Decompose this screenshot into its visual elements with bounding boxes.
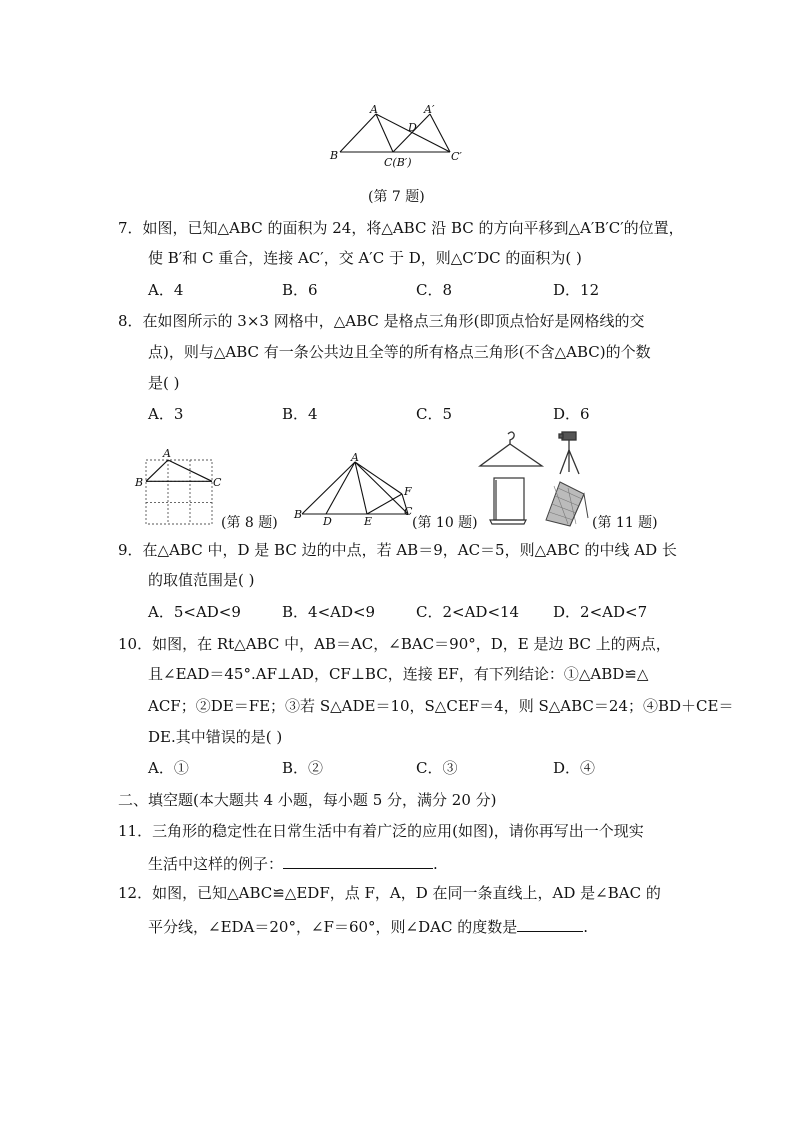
- fig7-label-b: B: [330, 149, 339, 162]
- q11-line-2-row: [148, 852, 438, 874]
- figure-11-stability-photos: [472, 428, 594, 530]
- fig7-label-c: C(B′): [384, 156, 412, 168]
- fig10-label-a: A: [351, 452, 359, 464]
- q11-answer-blank[interactable]: [283, 852, 433, 869]
- q9-line-1: 9．在△ABC 中，D 是 BC 边的中点，若 AB＝9，AC＝5，则△ABC 的中线 AD 长: [118, 541, 677, 559]
- q8-line-2: 点)，则与△ABC 有一条公共边且全等的所有格点三角形(不含△ABC)的个数: [148, 343, 651, 361]
- q8-line-3: 是( ): [148, 374, 180, 392]
- fig10-label-b: B: [294, 508, 303, 521]
- tripod-icon: [559, 432, 579, 474]
- fig10-caption: (第 10 题): [412, 515, 478, 531]
- q10-option-a: A．①: [148, 759, 189, 777]
- q8-option-a: A．3: [148, 405, 184, 423]
- q10-option-c: C．③: [416, 759, 458, 777]
- hanger-icon: [480, 432, 542, 466]
- fig7-caption: (第 7 题): [368, 189, 425, 205]
- fig8-label-b: B: [135, 476, 144, 489]
- q10-option-b: B．②: [282, 759, 324, 777]
- fig7-label-c-prime: C′: [451, 150, 462, 163]
- q10-line-3: ACF；②DE＝FE；③若 S△ADE＝10，S△CEF＝4，则 S△ABC＝24；④BD＋CE＝: [148, 697, 734, 715]
- fig10-label-c: C: [404, 505, 413, 518]
- q10-option-d: D．④: [553, 759, 596, 777]
- fig10-label-d: D: [323, 515, 332, 528]
- fig10-label-f: F: [404, 485, 412, 498]
- figure-7-translation-diagram: [326, 104, 472, 168]
- q10-line-4: DE.其中错误的是( ): [148, 728, 283, 746]
- fig7-label-a-prime: A′: [424, 104, 435, 116]
- q12-line-1: 12．如图，已知△ABC≌△EDF，点 F，A，D 在同一条直线上，AD 是∠BAC 的: [118, 884, 661, 902]
- q8-line-1: 8．在如图所示的 3×3 网格中，△ABC 是格点三角形(即顶点恰好是网格线的交: [118, 312, 645, 330]
- q7-option-d: D．12: [553, 281, 600, 299]
- solar-panel-icon: [546, 482, 588, 526]
- board-stand-icon: [490, 478, 526, 524]
- q7-option-b: B．6: [282, 281, 318, 299]
- q9-option-b: B．4<AD<9: [282, 603, 376, 621]
- fig11-caption: (第 11 题): [592, 515, 658, 531]
- q11-end: .: [433, 855, 438, 873]
- q9-option-c: C．2<AD<14: [416, 603, 520, 621]
- q12-line-2: 平分线，∠EDA＝20°，∠F＝60°，则∠DAC 的度数是: [148, 918, 518, 936]
- q12-end: .: [583, 918, 588, 936]
- figure-8-grid-diagram: [130, 446, 224, 528]
- figure-10-right-triangle-diagram: [292, 452, 420, 528]
- q9-line-2: 的取值范围是( ): [148, 571, 255, 589]
- q9-option-d: D．2<AD<7: [553, 603, 648, 621]
- fig7-label-d: D: [408, 121, 417, 134]
- q7-option-a: A．4: [148, 281, 184, 299]
- q8-option-c: C．5: [416, 405, 453, 423]
- fig10-label-e: E: [364, 515, 373, 528]
- q7-option-c: C．8: [416, 281, 453, 299]
- q8-option-d: D．6: [553, 405, 590, 423]
- q11-line-1: 11．三角形的稳定性在日常生活中有着广泛的应用(如图)，请你再写出一个现实: [118, 822, 644, 840]
- fig8-caption: (第 8 题): [221, 515, 278, 531]
- q12-answer-blank[interactable]: [517, 915, 583, 932]
- q7-line-1: 7．如图，已知△ABC 的面积为 24，将△ABC 沿 BC 的方向平移到△A′B′C′的位置，: [118, 219, 684, 237]
- q10-line-1: 10．如图，在 Rt△ABC 中，AB＝AC，∠BAC＝90°，D，E 是边 BC 上的两点，: [118, 635, 671, 653]
- section-2-title: 二、填空题(本大题共 4 小题，每小题 5 分，满分 20 分): [118, 791, 497, 809]
- q9-option-a: A．5<AD<9: [148, 603, 241, 621]
- q12-line-2-row: [148, 915, 588, 937]
- fig7-label-a: A: [370, 104, 378, 116]
- q7-line-2: 使 B′和 C 重合，连接 AC′，交 A′C 于 D，则△C′DC 的面积为( ): [148, 249, 582, 267]
- fig8-label-c: C: [213, 476, 222, 489]
- fig8-label-a: A: [163, 447, 171, 460]
- q10-line-2: 且∠EAD＝45°.AF⊥AD，CF⊥BC，连接 EF，有下列结论：①△ABD≌△: [148, 665, 649, 683]
- q11-line-2: 生活中这样的例子：: [148, 855, 284, 873]
- q8-option-b: B．4: [282, 405, 318, 423]
